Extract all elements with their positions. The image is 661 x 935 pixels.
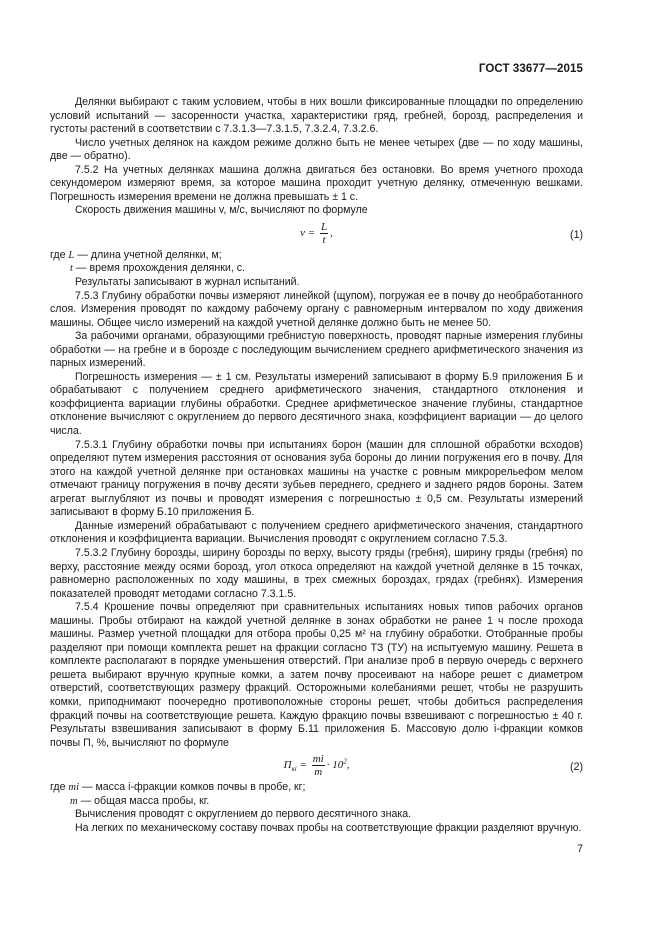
where-text: — масса i-фракции комков почвы в пробе, кг; bbox=[81, 781, 306, 794]
equation-number: (1) bbox=[570, 228, 583, 241]
paragraph: 7.5.4 Крошение почвы определяют при сравнительных испытаниях новых типов рабочих органов машины. Пробы отбирают на каждой учетной делянке в зонах обработки не ранее 1 ч после прохода машины. Размер учетной площадки для отбора пробы 0,25 м² на глубину обработки. Отобранные пробы разделяют при помощи комплекта решет на фракции согласно ТЗ (ТУ) на испытуемую машину. Решета в комплекте располагают в порядке уменьшения отверстий. При анализе проб в первую очередь с верхнего решета выбирают вручную крупные комки, а затем почву просеивают на наборе решет с диаметром отверстий, соответствующих размеру фракций. Осторожными колебаниями решет, чтобы не разрушить комки, приподнимают поочередно противоположные стороны решет, чтобы добиться распределения фракций почвы на соответствующие решета. Каждую фракцию почвы взвешивают с погрешностью ± 40 г. Результаты взвешивания записывают в форму Б.11 приложения Б. Массовую долю i-фракции комков почвы П, %, вычисляют по формуле bbox=[50, 601, 583, 749]
where-text: — общая масса пробы, кг. bbox=[80, 794, 210, 807]
where-prefix: где bbox=[50, 248, 66, 261]
page-number: 7 bbox=[577, 843, 583, 855]
formula-1: v = $\frac{L}{t}$ , (1) bbox=[300, 220, 583, 246]
where-symbol: t bbox=[70, 263, 73, 275]
formula-2: $П_{кi}$ = $\frac{mi}{m}$ · $10^2$, (2) bbox=[283, 753, 583, 779]
formula-1-numerator: L bbox=[320, 220, 328, 233]
paragraph: Скорость движения машины v, м/с, вычисляют по формуле bbox=[75, 204, 368, 217]
formula-2-lhs: П bbox=[283, 759, 292, 772]
formula-2-power: 2 bbox=[343, 757, 347, 766]
paragraph: За рабочими органами, образующими гребнистую поверхность, проводят парные измерения глубины обработки — на гребне и в борозде с последующим вычислением среднего арифметического значения из парных измерений. bbox=[50, 330, 583, 370]
paragraph: 7.5.3 Глубину обработки почвы измеряют линейкой (щупом), погружая ее в почву до необработанного слоя. Измерения проводят по каждому рабочему органу с равномерным интервалом по ходу движения машины. Общее число измерений на каждой учетной делянке должно быть не менее 50. bbox=[50, 289, 583, 329]
where-line bbox=[50, 262, 583, 276]
paragraph: Число учетных делянок на каждом режиме должно быть не менее четырех (две — по ходу машины, две — обратно). bbox=[50, 136, 583, 163]
formula-2-fraction bbox=[312, 753, 325, 778]
paragraph: Погрешность измерения — ± 1 см. Результаты измерений записывают в форму Б.9 приложения Б и обрабатывают с получением среднего арифметического значения, стандартного отклонения и коэффициента вариации глубины обработки. Среднее арифметическое значение глубины, стандартное отклонение вычисляют с округлением до первого десятичного знака, коэффициент вариации — до целого числа. bbox=[50, 370, 583, 438]
paragraph: 7.5.3.2 Глубину борозды, ширину борозды по верху, высоту гряды (гребня), ширину гряды (гребня) по верху, расстояние между осями борозд, угол откоса определяют на каждой учетной делянке в 15 точках, равномерно расположенных по ходу машины, в трех смежных бороздах, грядах (гребнях). Измерения показателей проводят методами согласно 7.3.1.5. bbox=[50, 546, 583, 600]
paragraph: На легких по механическому составу почвах пробы на соответствующие фракции разделяют вручную. bbox=[75, 821, 582, 834]
where-text: — время прохождения делянки, с. bbox=[75, 262, 245, 275]
document-body bbox=[50, 96, 583, 835]
formula-2-denominator: m bbox=[314, 766, 323, 779]
paragraph: Делянки выбирают с таким условием, чтобы в них вошли фиксированные площадки по определению условий испытаний — засоренности участка, характеристики гряд, гребней, борозд, распределения и густоты растений в соответствии с 7.3.1.3—7.3.1.5, 7.3.2.4, 7.3.2.6. bbox=[50, 96, 583, 136]
formula-1-lhs: v bbox=[300, 226, 306, 239]
formula-2-factor: · 10 bbox=[326, 759, 344, 772]
where-prefix: где bbox=[50, 781, 66, 794]
where-symbol: L bbox=[68, 249, 75, 261]
formula-2-lhs-subscript: кi bbox=[291, 765, 297, 774]
where-symbol: mi bbox=[68, 782, 80, 794]
formula-2-numerator: mi bbox=[312, 753, 324, 766]
standard-id: ГОСТ 33677—2015 bbox=[478, 63, 583, 75]
paragraph: 7.5.2 На учетных делянках машина должна двигаться без остановки. Во время учетного прохода секундомером измеряют время, за которое машина проходит учетную делянку, отмеченную вешками. Погрешность измерения времени не должна превышать ± 1 с. bbox=[50, 163, 583, 203]
paragraph: Вычисления проводят с округлением до первого десятичного знака. bbox=[75, 808, 412, 821]
equation-number: (2) bbox=[570, 761, 583, 774]
where-symbol: m bbox=[70, 795, 78, 807]
paragraph: Результаты записывают в журнал испытаний. bbox=[75, 276, 300, 289]
where-text: — длина учетной делянки, м; bbox=[77, 248, 222, 261]
paragraph: 7.5.3.1 Глубину обработки почвы при испытаниях борон (машин для сплошной обработки всходов) определяют путем измерения расстояния от основания зуба бороны до линии погружения его в почву. Для этого на каждой учетной делянке при остановках машины на участке с ровным микрорельефом мелом отмечают границу погружения в почву десяти зубьев переднего, среднего и заднего рядов бороны. Затем агрегат выглубляют из почвы и проводят измерения с погрешностью ± 0,5 см. Результаты измерений записывают в форму Б.10 приложения Б. bbox=[50, 438, 583, 519]
formula-1-fraction bbox=[320, 221, 328, 246]
where-line bbox=[50, 781, 583, 795]
where-line bbox=[50, 249, 583, 263]
where-line bbox=[50, 795, 583, 809]
formula-1-denominator: t bbox=[322, 233, 326, 246]
paragraph: Данные измерений обрабатывают с получением среднего арифметического значения, стандартного отклонения и коэффициента вариации. Вычисления проводят с округлением согласно 7.5.3. bbox=[50, 519, 583, 546]
